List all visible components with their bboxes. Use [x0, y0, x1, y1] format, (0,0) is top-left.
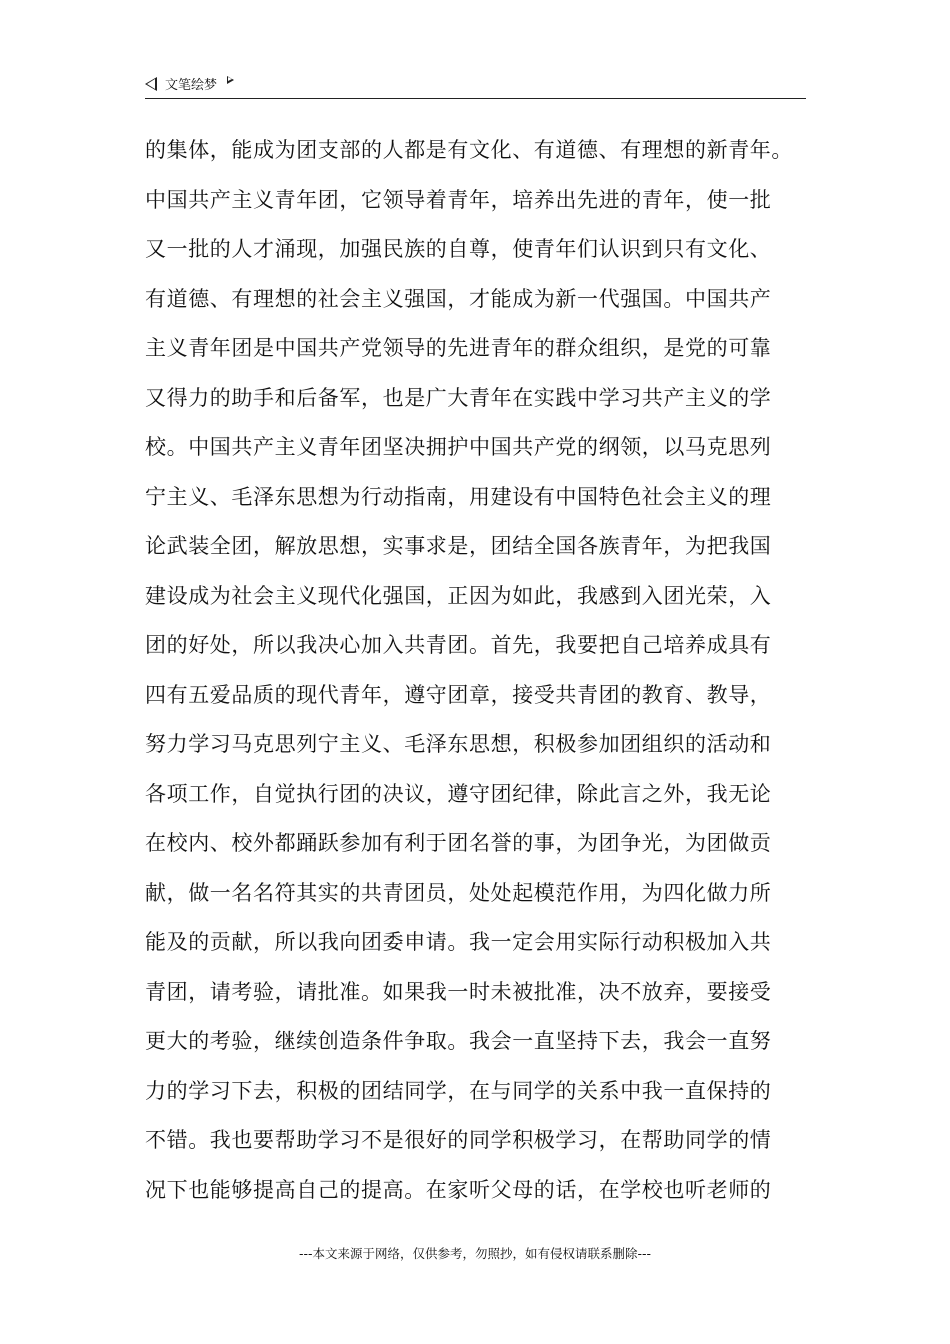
- body-line: 青团，请考验，请批准。如果我一时未被批准，决不放弃，要接受: [145, 979, 772, 1004]
- body-line: 有道德、有理想的社会主义强国，才能成为新一代强国。中国共产: [145, 286, 772, 311]
- body-line: 在校内、校外都踊跃参加有利于团名誉的事，为团争光，为团做贡: [145, 831, 772, 855]
- page-header: [145, 72, 806, 99]
- body-line: 论武装全团，解放思想，实事求是，团结全国各族青年，为把我国: [145, 534, 772, 558]
- body-line: 四有五爱品质的现代青年，遵守团章，接受共青团的教育、教导，: [145, 682, 772, 707]
- body-line: 更大的考验，继续创造条件争取。我会一直坚持下去，我会一直努: [145, 1029, 772, 1053]
- body-line: 校。中国共产主义青年团坚决拥护中国共产党的纲领，以马克思列: [145, 435, 772, 459]
- body-line: 努力学习马克思列宁主义、毛泽东思想，积极参加团组织的活动和: [145, 732, 772, 756]
- body-line: 的集体，能成为团支部的人都是有文化、有道德、有理想的新青年。: [145, 138, 793, 162]
- body-line: 中国共产主义青年团，它领导着青年，培养出先进的青年，使一批: [145, 187, 772, 212]
- body-line: 能及的贡献，所以我向团委申请。我一定会用实际行动积极加入共: [145, 930, 772, 954]
- body-line: 团的好处，所以我决心加入共青团。首先，我要把自己培养成具有: [145, 633, 772, 657]
- body-line: 又得力的助手和后备军，也是广大青年在实践中学习共产主义的学: [145, 385, 772, 410]
- body-line: 主义青年团是中国共产党领导的先进青年的群众组织，是党的可靠: [145, 336, 772, 360]
- footer-notice: ---本文来源于网络，仅供参考，勿照抄，如有侵权请联系删除---: [298, 1246, 652, 1261]
- body-line: 况下也能够提高自己的提高。在家听父母的话，在学校也听老师的: [145, 1177, 772, 1202]
- body-line: 力的学习下去，积极的团结同学，在与同学的关系中我一直保持的: [145, 1078, 772, 1103]
- body-line: 不错。我也要帮助学习不是很好的同学积极学习，在帮助同学的情: [145, 1128, 772, 1152]
- triangle-left-icon: [145, 77, 157, 91]
- body-line: 又一批的人才涌现，加强民族的自尊，使青年们认识到只有文化、: [145, 237, 772, 261]
- body-line: 献，做一名名符其实的共青团员，处处起模范作用，为四化做力所: [145, 880, 772, 905]
- body-line: 建设成为社会主义现代化强国，正因为如此，我感到入团光荣，入: [145, 583, 772, 608]
- brand: [145, 74, 234, 93]
- triangle-right-icon: [227, 76, 234, 84]
- body-line: 宁主义、毛泽东思想为行动指南，用建设有中国特色社会主义的理: [145, 484, 772, 509]
- document-body: [145, 132, 825, 1221]
- brand-name: 文笔绘梦: [165, 78, 218, 93]
- body-line: 各项工作，自觉执行团的决议，遵守团纪律，除此言之外，我无论: [145, 781, 772, 806]
